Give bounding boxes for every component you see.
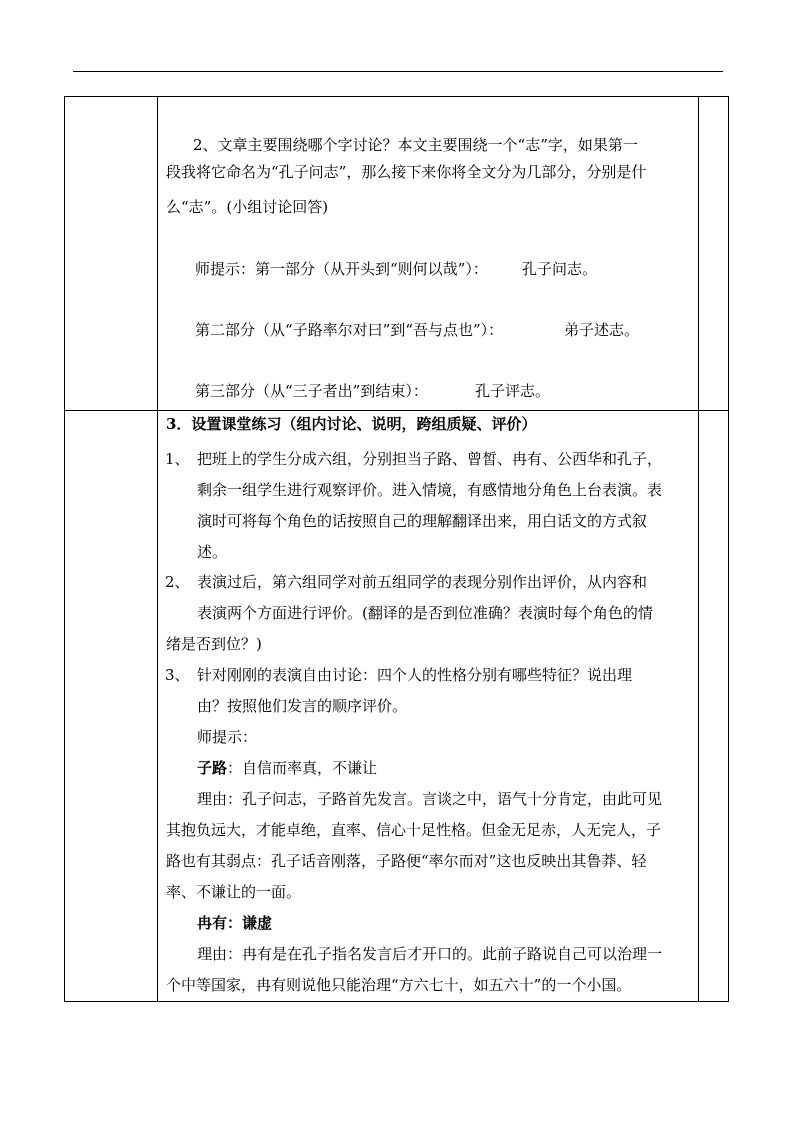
zilu-reason-line-1: 理由：孔子问志，子路首先发言。言谈之中，语气十分肯定，由此可见 xyxy=(197,790,663,808)
hint-part2: 第二部分（从“子路率尔对曰”到“吾与点也”）： xyxy=(195,321,504,339)
item1-line-1: 把班上的学生分成六组，分别担当子路、曾皙、冉有、公西华和孔子， xyxy=(197,450,663,468)
column-divider-right xyxy=(698,96,699,1002)
column-divider-left xyxy=(157,96,158,1002)
para-line-2: 段我将它命名为“孔子问志”，那么接下来你将全文分为几部分，分别是什 xyxy=(166,163,647,181)
item2-line-1: 表演过后，第六组同学对前五组同学的表现分别作出评价，从内容和 xyxy=(197,573,648,591)
item1-line-4: 述。 xyxy=(197,543,228,561)
para-line-1: 2、文章主要围绕哪个字讨论？本文主要围绕一个“志”字，如果第一 xyxy=(193,136,638,154)
item3-number: 3、 xyxy=(165,666,190,684)
zilu-reason-line-2: 其抱负远大，才能卓绝，直率、信心十足性格。但金无足赤，人无完人，子 xyxy=(166,821,662,839)
zilu-name: 子路 xyxy=(197,759,228,777)
hint-part3: 第三部分（从“三子者出”到结束）： xyxy=(195,382,428,400)
zilu-trait: ：自信而率真，不谦让 xyxy=(227,759,378,777)
item2-line-3: 绪是否到位？) xyxy=(166,635,262,653)
ranyou-reason-line-1: 理由：冉有是在孔子指名发言后才开口的。此前子路说自己可以治理一 xyxy=(197,945,663,963)
hint-part2-tail: 弟子述志。 xyxy=(564,321,640,339)
hint-part1: 师提示：第一部分（从开头到“则何以哉”）： xyxy=(195,260,488,278)
zilu-reason-line-3: 路也有其弱点：孔子话音刚落，子路便“率尔而对”这也反映出其鲁莽、轻 xyxy=(166,852,647,870)
para-line-3: 么“志”。(小组讨论回答) xyxy=(166,198,329,216)
lesson-plan-table xyxy=(64,96,729,1002)
item1-line-3: 演时可将每个角色的话按照自己的理解翻译出来，用白话文的方式叙 xyxy=(197,512,648,530)
item3-line-2: 由？按照他们发言的顺序评价。 xyxy=(197,697,408,715)
item3-line-1: 针对刚刚的表演自由讨论：四个人的性格分别有哪些特征？说出理 xyxy=(197,666,633,684)
exercise-heading: 3．设置课堂练习（组内讨论、说明，跨组质疑、评价） xyxy=(166,415,537,433)
zilu-heading xyxy=(197,759,377,777)
zilu-reason-line-4: 率、不谦让的一面。 xyxy=(166,883,302,901)
item1-number: 1、 xyxy=(165,450,190,468)
ranyou-heading: 冉有：谦虚 xyxy=(197,914,273,932)
item1-line-2: 剩余一组学生进行观察评价。进入情境，有感情地分角色上台表演。表 xyxy=(197,481,663,499)
hint-part3-tail: 孔子评志。 xyxy=(475,382,551,400)
header-rule xyxy=(73,71,723,72)
hint-label: 师提示： xyxy=(197,728,258,746)
ranyou-reason-line-2: 个中等国家，冉有则说他只能治理“方六七十，如五六十”的一个小国。 xyxy=(166,976,632,994)
item2-number: 2、 xyxy=(165,573,190,591)
row-divider xyxy=(64,410,729,411)
hint-part1-tail: 孔子问志。 xyxy=(522,260,598,278)
item2-line-2: 表演两个方面进行评价。(翻译的是否到位准确？表演时每个角色的情 xyxy=(197,604,653,622)
